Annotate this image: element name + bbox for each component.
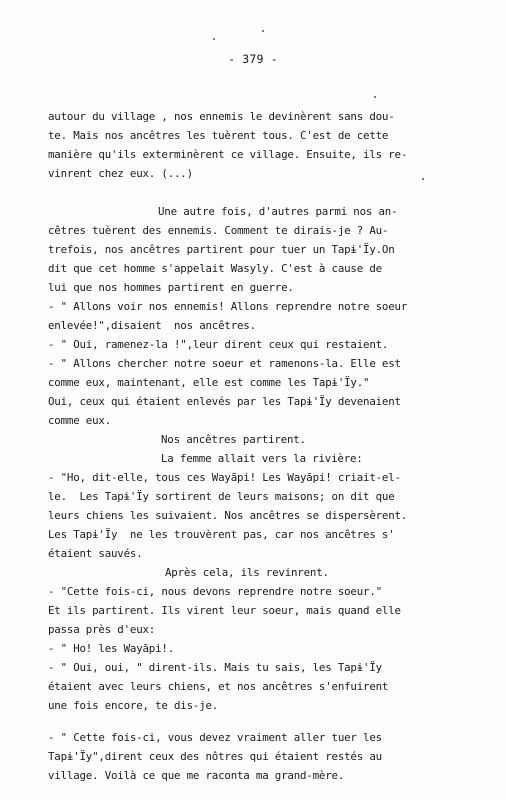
text-line: enlevée!",disaient nos ancêtres.	[48, 319, 256, 332]
text-line: - " Allons voir nos ennemis! Allons reprendre notre soeur	[48, 300, 408, 313]
text-line: passa près d'eux:	[48, 623, 156, 636]
text-line: comme eux, maintenant, elle est comme les Tapɨ'Ïy."	[48, 376, 370, 389]
text-line: - " Oui, oui, " dirent-ils. Mais tu sais, les Tapɨ'Ïy	[48, 661, 382, 674]
text-line: leurs chiens les suivaient. Nos ancêtres se dispersèrent.	[48, 509, 408, 522]
scan-speck	[262, 30, 264, 32]
text-line: dit que cet homme s'appelait Wasyly. C'est à cause de	[48, 262, 382, 275]
text-line: une fois encore, te dis-je.	[48, 699, 219, 712]
text-line: - " Allons chercher notre soeur et ramenons-la. Elle est	[48, 357, 401, 370]
text-line: comme eux.	[48, 414, 112, 427]
page-number: - 379 -	[228, 52, 278, 66]
text-line: étaient avec leurs chiens, et nos ancêtres s'enfuirent	[48, 680, 389, 693]
text-line: Et ils partirent. Ils virent leur soeur, mais quand elle	[48, 604, 401, 617]
text-line: Une autre fois, d'autres parmi nos an-	[158, 205, 398, 218]
text-line: lui que nos hommes partirent en guerre.	[48, 281, 294, 294]
text-line: le. Les Tapɨ'Ïy sortirent de leurs maisons; on dit que	[48, 490, 395, 503]
text-line: Nos ancêtres partirent.	[161, 433, 306, 446]
text-line: - "Ho, dit-elle, tous ces Wayãpi! Les Wayãpi! criait-el-	[48, 471, 401, 484]
text-line: étaient sauvés.	[48, 547, 143, 560]
text-line: - "Cette fois-ci, nous devons reprendre notre soeur."	[48, 585, 382, 598]
text-line: trefois, nos ancêtres partirent pour tuer un Tapɨ'Ïy.On	[48, 243, 395, 256]
text-line: vinrent chez eux. (...)	[48, 167, 193, 180]
text-line: autour du village , nos ennemis le devinèrent sans dou-	[48, 110, 395, 123]
text-line: Les Tapɨ'Ïy ne les trouvèrent pas, car nos ancêtres s'	[48, 528, 395, 541]
text-line: - " Oui, ramenez-la !",leur dirent ceux qui restaient.	[48, 338, 389, 351]
text-line: village. Voilà ce que me raconta ma grand-mère.	[48, 769, 345, 782]
text-line: manière qu'ils exterminèrent ce village. Ensuite, ils re-	[48, 148, 408, 161]
text-line: te. Mais nos ancêtres les tuèrent tous. C'est de cette	[48, 129, 389, 142]
text-line: cêtres tuèrent des ennemis. Comment te dirais-je ? Au-	[48, 224, 389, 237]
scan-speck	[374, 96, 376, 98]
scan-speck	[213, 38, 215, 40]
text-line: La femme allait vers la rivière:	[161, 452, 363, 465]
text-line: - " Cette fois-ci, vous devez vraiment aller tuer les	[48, 731, 382, 744]
scan-speck	[422, 178, 424, 180]
text-line: - " Ho! les Wayãpi!.	[48, 642, 175, 655]
text-line: Après cela, ils revinrent.	[165, 566, 329, 579]
text-line: Tapɨ'Ïy",dirent ceux des nôtres qui étaient restés au	[48, 750, 382, 763]
text-line: Oui, ceux qui étaient enlevés par les Tapɨ'Ïy devenaient	[48, 395, 401, 408]
